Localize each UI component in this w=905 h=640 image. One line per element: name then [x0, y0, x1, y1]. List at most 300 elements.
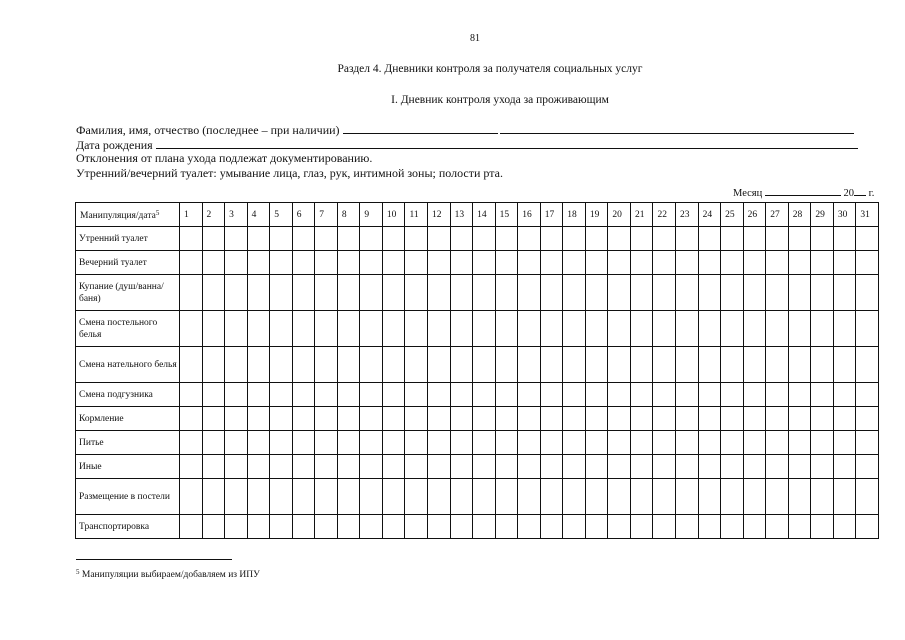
day-cell[interactable]: [428, 275, 451, 311]
day-cell[interactable]: [337, 455, 360, 479]
day-cell[interactable]: [766, 431, 789, 455]
day-cell[interactable]: [473, 431, 496, 455]
day-cell[interactable]: [540, 275, 563, 311]
day-cell[interactable]: [382, 227, 405, 251]
day-cell[interactable]: [450, 431, 473, 455]
day-cell[interactable]: [405, 383, 428, 407]
day-cell[interactable]: [292, 311, 315, 347]
day-cell[interactable]: [292, 227, 315, 251]
day-cell[interactable]: [202, 431, 225, 455]
day-cell[interactable]: [428, 455, 451, 479]
day-cell[interactable]: [766, 515, 789, 539]
day-cell[interactable]: [743, 311, 766, 347]
day-cell[interactable]: [180, 251, 203, 275]
day-cell[interactable]: [382, 515, 405, 539]
day-cell[interactable]: [608, 479, 631, 515]
day-cell[interactable]: [405, 311, 428, 347]
day-cell[interactable]: [721, 431, 744, 455]
day-cell[interactable]: [382, 311, 405, 347]
day-cell[interactable]: [721, 515, 744, 539]
day-cell[interactable]: [247, 407, 270, 431]
day-cell[interactable]: [540, 515, 563, 539]
day-cell[interactable]: [495, 311, 518, 347]
day-cell[interactable]: [202, 227, 225, 251]
day-cell[interactable]: [202, 407, 225, 431]
day-cell[interactable]: [360, 383, 383, 407]
day-cell[interactable]: [337, 347, 360, 383]
day-cell[interactable]: [202, 311, 225, 347]
day-cell[interactable]: [788, 515, 811, 539]
day-cell[interactable]: [428, 479, 451, 515]
day-cell[interactable]: [518, 275, 541, 311]
day-cell[interactable]: [270, 275, 293, 311]
day-cell[interactable]: [292, 407, 315, 431]
day-cell[interactable]: [608, 347, 631, 383]
day-cell[interactable]: [630, 455, 653, 479]
day-cell[interactable]: [585, 275, 608, 311]
day-cell[interactable]: [518, 479, 541, 515]
day-cell[interactable]: [247, 251, 270, 275]
day-cell[interactable]: [540, 407, 563, 431]
day-cell[interactable]: [833, 227, 856, 251]
day-cell[interactable]: [540, 479, 563, 515]
day-cell[interactable]: [743, 275, 766, 311]
day-cell[interactable]: [856, 383, 879, 407]
day-cell[interactable]: [698, 479, 721, 515]
day-cell[interactable]: [292, 515, 315, 539]
day-cell[interactable]: [608, 251, 631, 275]
day-cell[interactable]: [518, 407, 541, 431]
day-cell[interactable]: [676, 227, 699, 251]
day-cell[interactable]: [518, 227, 541, 251]
day-cell[interactable]: [405, 455, 428, 479]
day-cell[interactable]: [202, 515, 225, 539]
day-cell[interactable]: [721, 251, 744, 275]
day-cell[interactable]: [360, 275, 383, 311]
day-cell[interactable]: [247, 515, 270, 539]
day-cell[interactable]: [405, 407, 428, 431]
day-cell[interactable]: [382, 431, 405, 455]
day-cell[interactable]: [473, 227, 496, 251]
day-cell[interactable]: [202, 479, 225, 515]
day-cell[interactable]: [225, 275, 248, 311]
day-cell[interactable]: [585, 431, 608, 455]
month-blank[interactable]: [765, 186, 841, 196]
day-cell[interactable]: [180, 383, 203, 407]
day-cell[interactable]: [630, 407, 653, 431]
day-cell[interactable]: [743, 347, 766, 383]
day-cell[interactable]: [608, 275, 631, 311]
day-cell[interactable]: [450, 479, 473, 515]
day-cell[interactable]: [721, 227, 744, 251]
day-cell[interactable]: [405, 227, 428, 251]
day-cell[interactable]: [270, 407, 293, 431]
day-cell[interactable]: [540, 251, 563, 275]
day-cell[interactable]: [653, 431, 676, 455]
day-cell[interactable]: [360, 479, 383, 515]
day-cell[interactable]: [608, 407, 631, 431]
day-cell[interactable]: [811, 383, 834, 407]
day-cell[interactable]: [540, 455, 563, 479]
day-cell[interactable]: [247, 431, 270, 455]
day-cell[interactable]: [856, 455, 879, 479]
day-cell[interactable]: [653, 275, 676, 311]
day-cell[interactable]: [202, 275, 225, 311]
day-cell[interactable]: [473, 407, 496, 431]
day-cell[interactable]: [405, 431, 428, 455]
day-cell[interactable]: [247, 479, 270, 515]
day-cell[interactable]: [653, 227, 676, 251]
day-cell[interactable]: [811, 407, 834, 431]
day-cell[interactable]: [608, 455, 631, 479]
day-cell[interactable]: [563, 275, 586, 311]
day-cell[interactable]: [292, 383, 315, 407]
day-cell[interactable]: [405, 515, 428, 539]
day-cell[interactable]: [428, 383, 451, 407]
day-cell[interactable]: [788, 479, 811, 515]
day-cell[interactable]: [405, 251, 428, 275]
day-cell[interactable]: [225, 311, 248, 347]
day-cell[interactable]: [811, 275, 834, 311]
day-cell[interactable]: [292, 479, 315, 515]
day-cell[interactable]: [495, 275, 518, 311]
day-cell[interactable]: [788, 407, 811, 431]
day-cell[interactable]: [743, 251, 766, 275]
day-cell[interactable]: [247, 275, 270, 311]
day-cell[interactable]: [382, 455, 405, 479]
day-cell[interactable]: [202, 383, 225, 407]
day-cell[interactable]: [563, 455, 586, 479]
day-cell[interactable]: [721, 455, 744, 479]
day-cell[interactable]: [428, 347, 451, 383]
day-cell[interactable]: [585, 383, 608, 407]
day-cell[interactable]: [788, 383, 811, 407]
day-cell[interactable]: [630, 383, 653, 407]
day-cell[interactable]: [292, 431, 315, 455]
day-cell[interactable]: [698, 227, 721, 251]
day-cell[interactable]: [180, 275, 203, 311]
day-cell[interactable]: [653, 407, 676, 431]
day-cell[interactable]: [225, 515, 248, 539]
day-cell[interactable]: [811, 311, 834, 347]
day-cell[interactable]: [428, 227, 451, 251]
day-cell[interactable]: [563, 431, 586, 455]
day-cell[interactable]: [337, 431, 360, 455]
day-cell[interactable]: [811, 227, 834, 251]
day-cell[interactable]: [788, 311, 811, 347]
day-cell[interactable]: [856, 407, 879, 431]
day-cell[interactable]: [405, 275, 428, 311]
day-cell[interactable]: [856, 431, 879, 455]
day-cell[interactable]: [833, 479, 856, 515]
day-cell[interactable]: [563, 383, 586, 407]
day-cell[interactable]: [563, 311, 586, 347]
day-cell[interactable]: [292, 347, 315, 383]
day-cell[interactable]: [743, 407, 766, 431]
day-cell[interactable]: [585, 455, 608, 479]
day-cell[interactable]: [608, 431, 631, 455]
day-cell[interactable]: [563, 407, 586, 431]
day-cell[interactable]: [247, 455, 270, 479]
day-cell[interactable]: [630, 227, 653, 251]
day-cell[interactable]: [833, 251, 856, 275]
day-cell[interactable]: [563, 251, 586, 275]
day-cell[interactable]: [180, 515, 203, 539]
day-cell[interactable]: [856, 311, 879, 347]
day-cell[interactable]: [676, 311, 699, 347]
day-cell[interactable]: [653, 455, 676, 479]
day-cell[interactable]: [721, 479, 744, 515]
day-cell[interactable]: [856, 347, 879, 383]
day-cell[interactable]: [270, 227, 293, 251]
day-cell[interactable]: [270, 251, 293, 275]
day-cell[interactable]: [856, 275, 879, 311]
day-cell[interactable]: [585, 347, 608, 383]
day-cell[interactable]: [743, 383, 766, 407]
day-cell[interactable]: [630, 275, 653, 311]
day-cell[interactable]: [495, 431, 518, 455]
day-cell[interactable]: [315, 311, 338, 347]
day-cell[interactable]: [698, 455, 721, 479]
dob-blank[interactable]: [156, 137, 858, 149]
day-cell[interactable]: [315, 431, 338, 455]
day-cell[interactable]: [585, 407, 608, 431]
day-cell[interactable]: [450, 251, 473, 275]
day-cell[interactable]: [495, 383, 518, 407]
day-cell[interactable]: [585, 515, 608, 539]
day-cell[interactable]: [180, 347, 203, 383]
day-cell[interactable]: [698, 407, 721, 431]
day-cell[interactable]: [630, 347, 653, 383]
day-cell[interactable]: [676, 407, 699, 431]
day-cell[interactable]: [698, 431, 721, 455]
day-cell[interactable]: [743, 431, 766, 455]
day-cell[interactable]: [315, 383, 338, 407]
day-cell[interactable]: [540, 431, 563, 455]
day-cell[interactable]: [428, 251, 451, 275]
day-cell[interactable]: [676, 455, 699, 479]
day-cell[interactable]: [180, 227, 203, 251]
day-cell[interactable]: [337, 479, 360, 515]
day-cell[interactable]: [585, 479, 608, 515]
day-cell[interactable]: [315, 251, 338, 275]
day-cell[interactable]: [473, 455, 496, 479]
day-cell[interactable]: [405, 347, 428, 383]
day-cell[interactable]: [653, 515, 676, 539]
day-cell[interactable]: [811, 515, 834, 539]
day-cell[interactable]: [766, 251, 789, 275]
day-cell[interactable]: [766, 455, 789, 479]
day-cell[interactable]: [653, 311, 676, 347]
day-cell[interactable]: [428, 515, 451, 539]
day-cell[interactable]: [788, 251, 811, 275]
day-cell[interactable]: [585, 227, 608, 251]
day-cell[interactable]: [473, 383, 496, 407]
day-cell[interactable]: [788, 431, 811, 455]
day-cell[interactable]: [563, 515, 586, 539]
day-cell[interactable]: [225, 347, 248, 383]
day-cell[interactable]: [495, 347, 518, 383]
day-cell[interactable]: [518, 455, 541, 479]
day-cell[interactable]: [315, 275, 338, 311]
day-cell[interactable]: [698, 251, 721, 275]
day-cell[interactable]: [721, 275, 744, 311]
day-cell[interactable]: [856, 251, 879, 275]
day-cell[interactable]: [495, 251, 518, 275]
day-cell[interactable]: [292, 275, 315, 311]
day-cell[interactable]: [495, 227, 518, 251]
day-cell[interactable]: [495, 479, 518, 515]
day-cell[interactable]: [337, 311, 360, 347]
day-cell[interactable]: [382, 407, 405, 431]
day-cell[interactable]: [518, 515, 541, 539]
day-cell[interactable]: [247, 311, 270, 347]
day-cell[interactable]: [315, 515, 338, 539]
day-cell[interactable]: [721, 347, 744, 383]
day-cell[interactable]: [315, 407, 338, 431]
day-cell[interactable]: [180, 407, 203, 431]
day-cell[interactable]: [202, 251, 225, 275]
day-cell[interactable]: [495, 455, 518, 479]
day-cell[interactable]: [653, 383, 676, 407]
day-cell[interactable]: [450, 455, 473, 479]
day-cell[interactable]: [833, 275, 856, 311]
day-cell[interactable]: [766, 383, 789, 407]
day-cell[interactable]: [202, 455, 225, 479]
day-cell[interactable]: [766, 479, 789, 515]
day-cell[interactable]: [721, 407, 744, 431]
day-cell[interactable]: [450, 311, 473, 347]
day-cell[interactable]: [247, 347, 270, 383]
day-cell[interactable]: [811, 347, 834, 383]
day-cell[interactable]: [698, 275, 721, 311]
day-cell[interactable]: [180, 431, 203, 455]
day-cell[interactable]: [585, 311, 608, 347]
day-cell[interactable]: [337, 227, 360, 251]
day-cell[interactable]: [450, 407, 473, 431]
day-cell[interactable]: [766, 311, 789, 347]
day-cell[interactable]: [766, 275, 789, 311]
day-cell[interactable]: [518, 383, 541, 407]
day-cell[interactable]: [270, 431, 293, 455]
day-cell[interactable]: [518, 431, 541, 455]
day-cell[interactable]: [766, 347, 789, 383]
day-cell[interactable]: [856, 515, 879, 539]
day-cell[interactable]: [585, 251, 608, 275]
day-cell[interactable]: [653, 479, 676, 515]
day-cell[interactable]: [382, 479, 405, 515]
day-cell[interactable]: [360, 515, 383, 539]
day-cell[interactable]: [247, 227, 270, 251]
day-cell[interactable]: [360, 311, 383, 347]
day-cell[interactable]: [315, 455, 338, 479]
day-cell[interactable]: [608, 311, 631, 347]
day-cell[interactable]: [676, 251, 699, 275]
year-blank[interactable]: [854, 186, 866, 196]
day-cell[interactable]: [382, 383, 405, 407]
day-cell[interactable]: [473, 251, 496, 275]
day-cell[interactable]: [225, 227, 248, 251]
day-cell[interactable]: [225, 407, 248, 431]
day-cell[interactable]: [811, 479, 834, 515]
day-cell[interactable]: [270, 455, 293, 479]
day-cell[interactable]: [788, 227, 811, 251]
day-cell[interactable]: [473, 275, 496, 311]
day-cell[interactable]: [473, 479, 496, 515]
day-cell[interactable]: [608, 383, 631, 407]
day-cell[interactable]: [698, 383, 721, 407]
day-cell[interactable]: [337, 515, 360, 539]
day-cell[interactable]: [788, 347, 811, 383]
day-cell[interactable]: [360, 407, 383, 431]
day-cell[interactable]: [608, 227, 631, 251]
day-cell[interactable]: [360, 227, 383, 251]
day-cell[interactable]: [540, 227, 563, 251]
day-cell[interactable]: [676, 431, 699, 455]
day-cell[interactable]: [270, 515, 293, 539]
day-cell[interactable]: [315, 347, 338, 383]
day-cell[interactable]: [225, 479, 248, 515]
day-cell[interactable]: [473, 347, 496, 383]
day-cell[interactable]: [743, 479, 766, 515]
day-cell[interactable]: [473, 515, 496, 539]
fio-blank-long[interactable]: [500, 122, 854, 134]
day-cell[interactable]: [833, 407, 856, 431]
day-cell[interactable]: [202, 347, 225, 383]
day-cell[interactable]: [743, 227, 766, 251]
day-cell[interactable]: [518, 311, 541, 347]
day-cell[interactable]: [225, 455, 248, 479]
day-cell[interactable]: [495, 515, 518, 539]
day-cell[interactable]: [833, 515, 856, 539]
day-cell[interactable]: [270, 479, 293, 515]
day-cell[interactable]: [856, 479, 879, 515]
day-cell[interactable]: [180, 479, 203, 515]
day-cell[interactable]: [315, 479, 338, 515]
day-cell[interactable]: [630, 251, 653, 275]
day-cell[interactable]: [630, 479, 653, 515]
day-cell[interactable]: [518, 347, 541, 383]
day-cell[interactable]: [698, 347, 721, 383]
day-cell[interactable]: [450, 515, 473, 539]
day-cell[interactable]: [337, 251, 360, 275]
day-cell[interactable]: [563, 347, 586, 383]
day-cell[interactable]: [676, 275, 699, 311]
day-cell[interactable]: [360, 251, 383, 275]
day-cell[interactable]: [630, 515, 653, 539]
day-cell[interactable]: [540, 311, 563, 347]
day-cell[interactable]: [676, 383, 699, 407]
day-cell[interactable]: [676, 515, 699, 539]
day-cell[interactable]: [653, 251, 676, 275]
day-cell[interactable]: [292, 251, 315, 275]
day-cell[interactable]: [405, 479, 428, 515]
day-cell[interactable]: [540, 347, 563, 383]
day-cell[interactable]: [630, 311, 653, 347]
day-cell[interactable]: [811, 251, 834, 275]
day-cell[interactable]: [721, 311, 744, 347]
day-cell[interactable]: [540, 383, 563, 407]
day-cell[interactable]: [518, 251, 541, 275]
day-cell[interactable]: [292, 455, 315, 479]
day-cell[interactable]: [428, 311, 451, 347]
day-cell[interactable]: [608, 515, 631, 539]
day-cell[interactable]: [247, 383, 270, 407]
day-cell[interactable]: [788, 455, 811, 479]
day-cell[interactable]: [630, 431, 653, 455]
day-cell[interactable]: [225, 251, 248, 275]
day-cell[interactable]: [315, 227, 338, 251]
